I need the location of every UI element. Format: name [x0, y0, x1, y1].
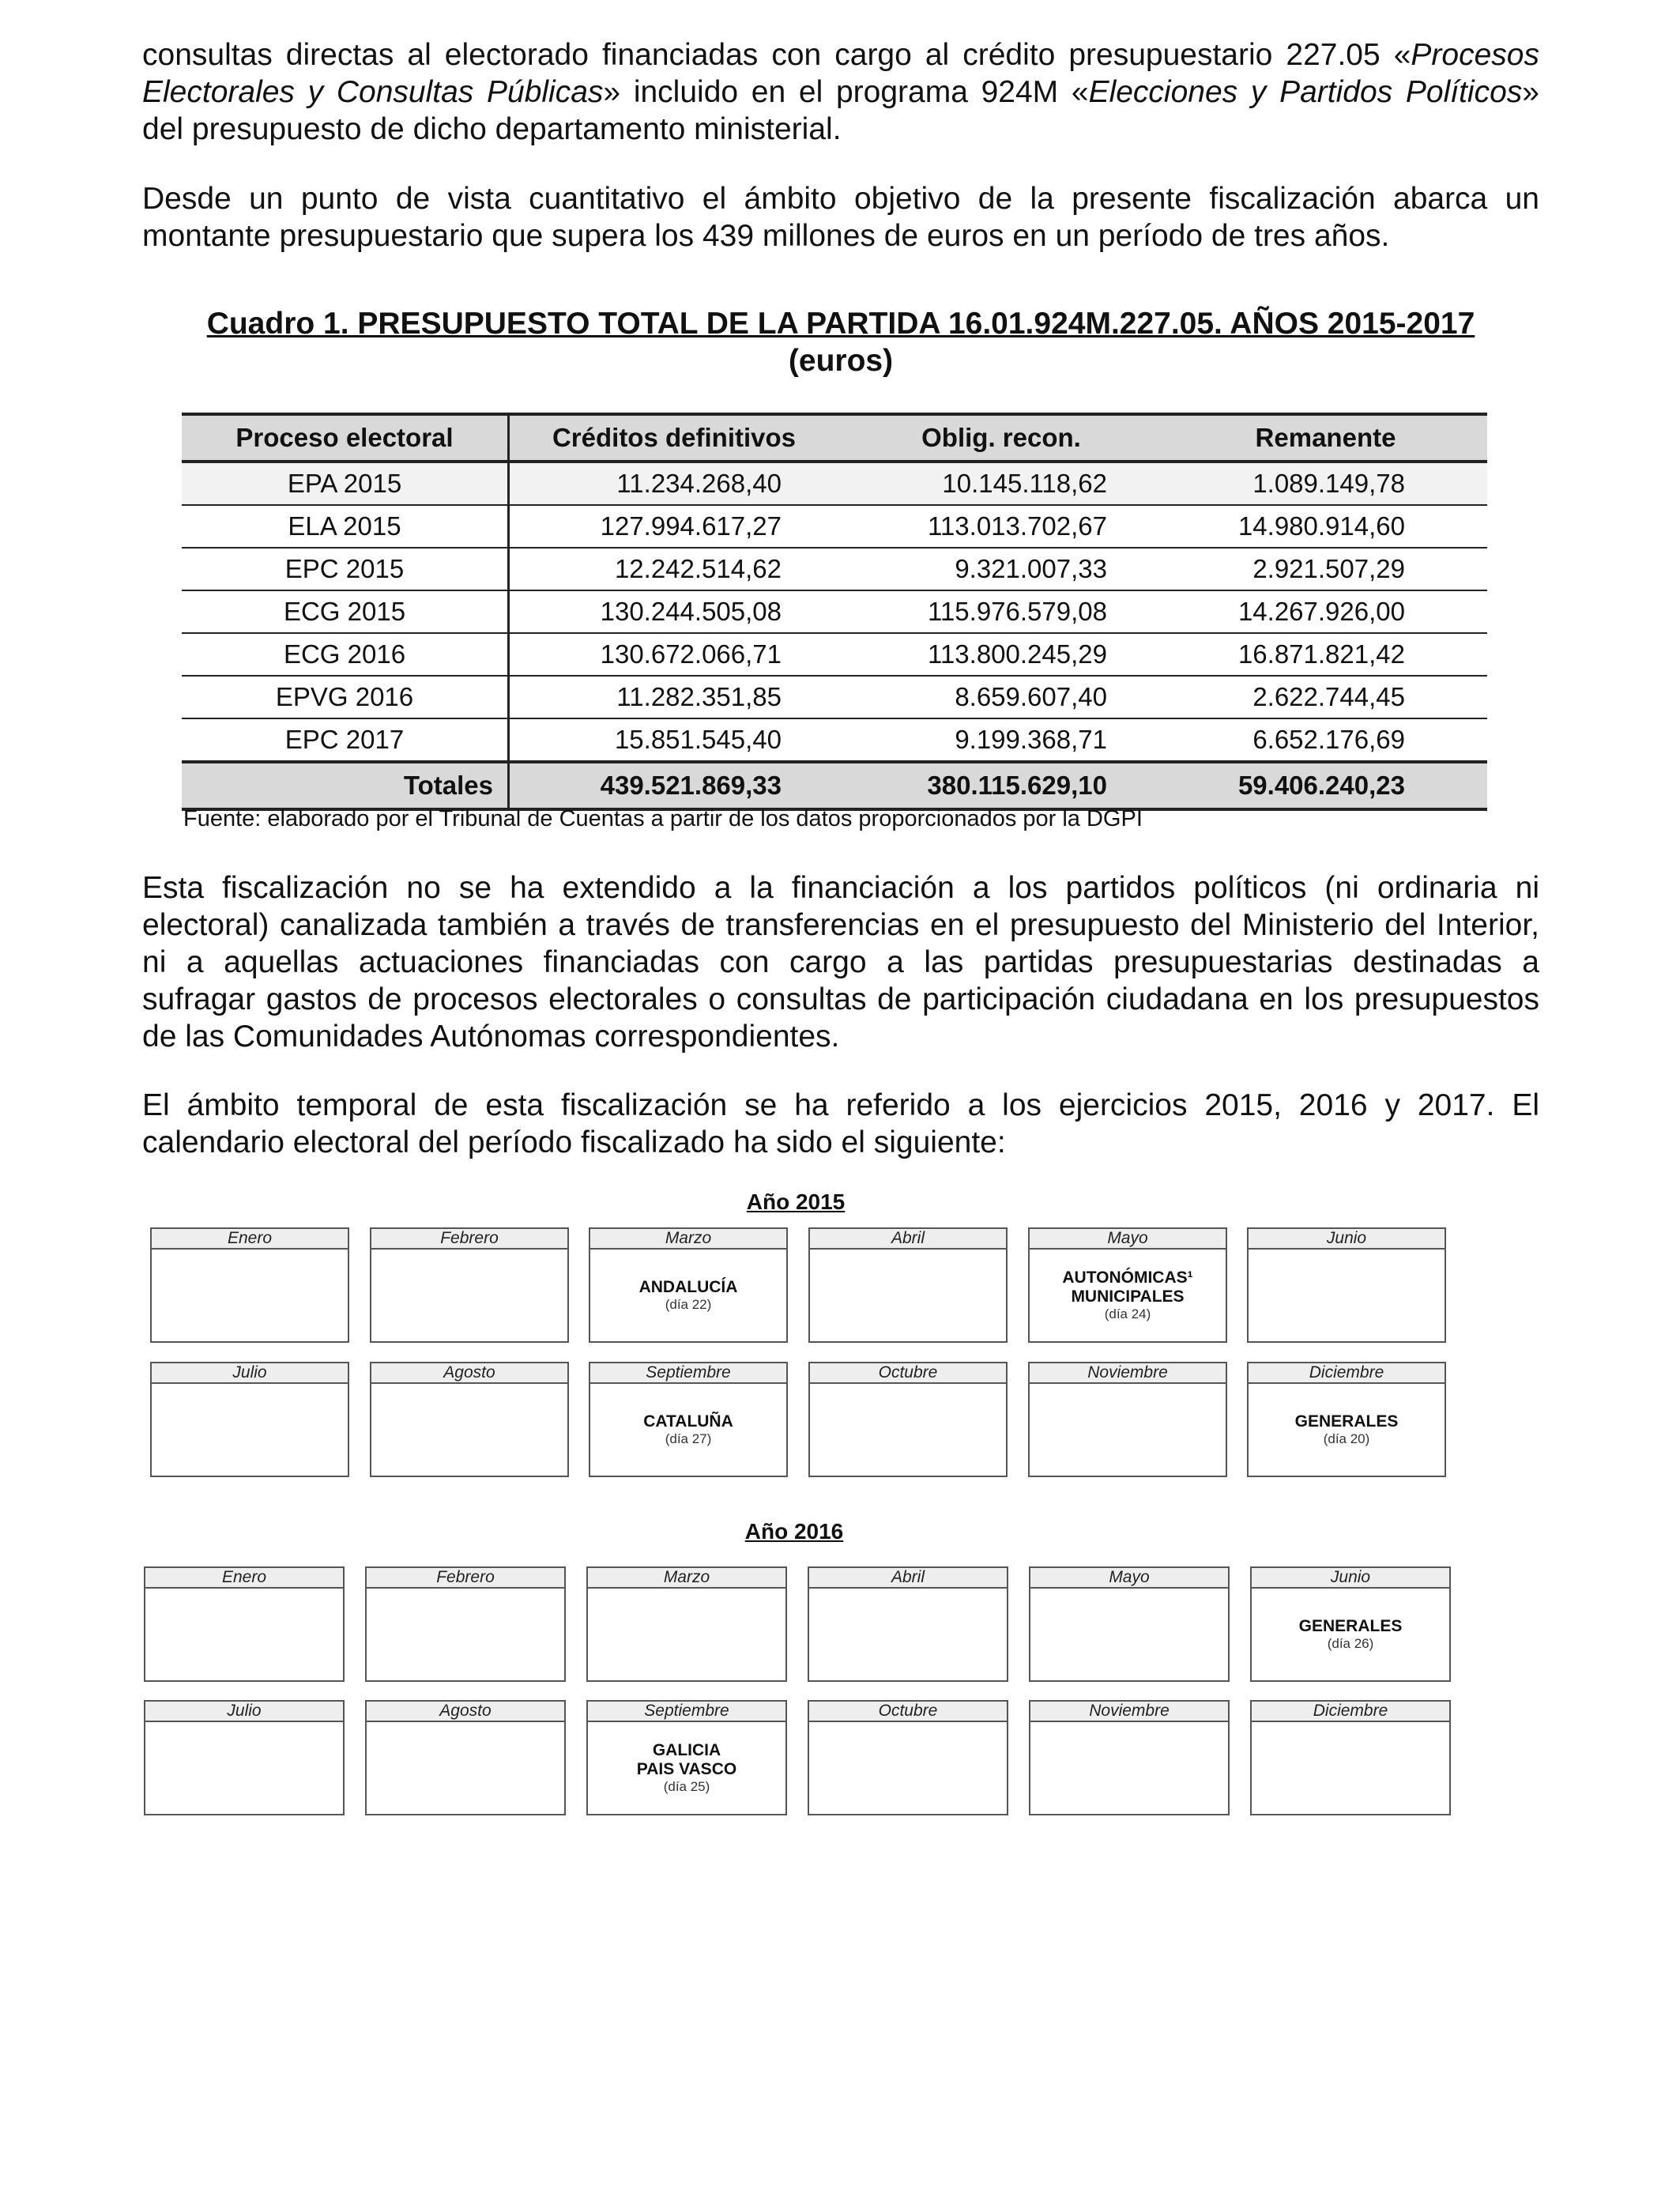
election-day: (día 25)	[663, 1779, 710, 1794]
month-junio	[1250, 1566, 1451, 1682]
month-marzo	[589, 1227, 788, 1343]
month-enero	[144, 1566, 345, 1682]
process-cell: ECG 2015	[182, 590, 509, 633]
month-junio	[1247, 1227, 1446, 1343]
month-name: Junio	[1252, 1568, 1449, 1589]
month-name: Octubre	[810, 1363, 1006, 1384]
exclusion-paragraph	[142, 869, 1539, 1055]
month-body	[1252, 1589, 1449, 1680]
month-name: Febrero	[371, 1229, 567, 1250]
amount-cell: 115.976.579,08	[838, 590, 1164, 633]
month-name: Febrero	[367, 1568, 564, 1589]
month-septiembre	[589, 1362, 788, 1477]
month-name: Septiembre	[588, 1702, 785, 1722]
amount-cell: 380.115.629,10	[838, 762, 1164, 809]
amount-cell: 1.089.149,78	[1164, 462, 1487, 505]
month-name: Mayo	[1030, 1568, 1228, 1589]
month-name: Diciembre	[1252, 1702, 1449, 1722]
month-name: Junio	[1249, 1229, 1445, 1250]
month-diciembre	[1247, 1362, 1446, 1477]
election-name: AUTONÓMICAS¹	[1062, 1269, 1193, 1287]
month-diciembre	[1250, 1700, 1451, 1815]
table-row	[182, 505, 1487, 548]
amount-cell: 439.521.869,33	[509, 762, 839, 809]
election-name: GENERALES	[1294, 1412, 1399, 1431]
month-name: Mayo	[1030, 1229, 1226, 1250]
month-body	[367, 1589, 564, 1680]
month-mayo	[1028, 1227, 1227, 1343]
amount-cell: 130.244.505,08	[509, 590, 839, 633]
col-header-process: Proceso electoral	[182, 414, 509, 462]
month-mayo	[1029, 1566, 1230, 1682]
month-agosto	[370, 1362, 569, 1477]
calendar-2015-title: Año 2015	[746, 1189, 846, 1214]
month-name: Enero	[145, 1568, 343, 1589]
month-body	[810, 1384, 1006, 1476]
election-day: (día 22)	[665, 1297, 712, 1312]
amount-cell: 11.234.268,40	[509, 462, 839, 505]
election-name: ANDALUCÍA	[638, 1278, 738, 1296]
month-septiembre	[586, 1700, 787, 1815]
amount-cell: 9.199.368,71	[838, 718, 1164, 762]
table-row	[182, 718, 1487, 762]
month-name: Noviembre	[1030, 1363, 1226, 1384]
amount-cell: 113.013.702,67	[838, 505, 1164, 548]
table-source: Fuente: elaborado por el Tribunal de Cuentas a partir de los datos proporcionados por la DGPI	[183, 806, 1143, 831]
amount-cell: 8.659.607,40	[838, 676, 1164, 718]
table-row	[182, 633, 1487, 676]
amount-cell: 130.672.066,71	[509, 633, 839, 676]
month-body	[145, 1589, 343, 1680]
amount-cell: 2.921.507,29	[1164, 548, 1487, 590]
exclusion-line: sufragar gastos de procesos electorales o consultas de participación ciudadana en los presupuestos	[142, 982, 1539, 1016]
month-body	[152, 1384, 348, 1476]
month-noviembre	[1029, 1700, 1230, 1815]
amount-cell: 12.242.514,62	[509, 548, 839, 590]
exclusion-line: Esta fiscalización no se ha extendido a la financiación a los partidos políticos (ni ordinaria ni	[142, 871, 1539, 905]
intro-paragraph	[142, 36, 1539, 148]
month-name: Agosto	[371, 1363, 567, 1384]
month-name: Marzo	[588, 1568, 785, 1589]
amount-cell: 6.652.176,69	[1164, 718, 1487, 762]
month-marzo	[586, 1566, 787, 1682]
election-day: (día 24)	[1104, 1306, 1151, 1321]
exclusion-line: ni a aquellas actuaciones financiadas con cargo a las partidas presupuestarias destinadas a	[142, 945, 1539, 979]
election-name: CATALUÑA	[643, 1412, 733, 1431]
intro-line: del presupuesto de dicho departamento ministerial.	[142, 112, 842, 146]
month-enero	[150, 1227, 349, 1343]
month-body	[371, 1384, 567, 1476]
month-body	[367, 1722, 564, 1814]
month-julio	[144, 1700, 345, 1815]
month-body	[1249, 1250, 1445, 1341]
month-noviembre	[1028, 1362, 1227, 1477]
month-julio	[150, 1362, 349, 1477]
month-body	[588, 1589, 785, 1680]
election-name: GALICIA	[652, 1741, 721, 1759]
process-cell: EPC 2015	[182, 548, 509, 590]
month-agosto	[365, 1700, 566, 1815]
scope-line: Desde un punto de vista cuantitativo el ámbito objetivo de la presente fiscalización abarca un	[142, 182, 1539, 216]
month-body	[1030, 1722, 1228, 1814]
totals-row	[182, 762, 1487, 809]
intro-line: Electorales y Consultas Públicas» incluido en el programa 924M «Elecciones y Partidos Políticos»	[142, 75, 1539, 109]
month-body	[152, 1250, 348, 1341]
month-body	[590, 1384, 786, 1476]
month-body	[1030, 1384, 1226, 1476]
amount-cell: 16.871.821,42	[1164, 633, 1487, 676]
month-name: Abril	[809, 1568, 1007, 1589]
amount-cell: 113.800.245,29	[838, 633, 1164, 676]
budget-table	[182, 413, 1487, 811]
month-name: Marzo	[590, 1229, 786, 1250]
scope-paragraph	[142, 180, 1539, 254]
amount-cell: 14.980.914,60	[1164, 505, 1487, 548]
election-name: GENERALES	[1298, 1617, 1403, 1635]
month-body	[1252, 1722, 1449, 1814]
month-body	[1030, 1250, 1226, 1341]
month-body	[809, 1589, 1007, 1680]
month-name: Noviembre	[1030, 1702, 1228, 1722]
month-octubre	[808, 1700, 1008, 1815]
month-name: Septiembre	[590, 1363, 786, 1384]
month-name: Abril	[810, 1229, 1006, 1250]
month-febrero	[365, 1566, 566, 1682]
temporal-paragraph	[142, 1087, 1539, 1161]
temporal-line: calendario electoral del período fiscalizado ha sido el siguiente:	[142, 1125, 1006, 1159]
election-day: (día 27)	[665, 1431, 712, 1446]
table-row	[182, 590, 1487, 633]
table-row	[182, 548, 1487, 590]
amount-cell: 11.282.351,85	[509, 676, 839, 718]
month-name: Octubre	[809, 1702, 1007, 1722]
exclusion-line: de las Comunidades Autónomas correspondientes.	[142, 1020, 840, 1054]
month-body	[1249, 1384, 1445, 1476]
scope-line: montante presupuestario que supera los 439 millones de euros en un período de tres años.	[142, 219, 1390, 253]
month-body	[145, 1722, 343, 1814]
election-day: (día 20)	[1323, 1431, 1370, 1446]
month-name: Julio	[145, 1702, 343, 1722]
table-row	[182, 676, 1487, 718]
amount-cell: 15.851.545,40	[509, 718, 839, 762]
exclusion-line: electoral) canalizada también a través de transferencias en el presupuesto del Ministerio del Interior,	[142, 908, 1539, 942]
election-name: MUNICIPALES	[1071, 1287, 1185, 1306]
intro-line: consultas directas al electorado financiadas con cargo al crédito presupuestario 227.05 «Procesos	[142, 38, 1539, 72]
month-name: Agosto	[367, 1702, 564, 1722]
process-cell: ECG 2016	[182, 633, 509, 676]
table-title	[142, 305, 1539, 379]
month-octubre	[808, 1362, 1008, 1477]
month-name: Diciembre	[1249, 1363, 1445, 1384]
process-cell: Totales	[182, 762, 509, 809]
process-cell: ELA 2015	[182, 505, 509, 548]
process-cell: EPVG 2016	[182, 676, 509, 718]
process-cell: EPC 2017	[182, 718, 509, 762]
amount-cell: 9.321.007,33	[838, 548, 1164, 590]
calendar-2016-title: Año 2016	[744, 1519, 844, 1544]
month-abril	[808, 1566, 1008, 1682]
month-febrero	[370, 1227, 569, 1343]
month-body	[810, 1250, 1006, 1341]
table-title-units: (euros)	[788, 344, 894, 378]
amount-cell: 2.622.744,45	[1164, 676, 1487, 718]
election-name: PAIS VASCO	[636, 1760, 737, 1778]
month-body	[809, 1722, 1007, 1814]
month-name: Enero	[152, 1229, 348, 1250]
month-abril	[808, 1227, 1008, 1343]
table-row	[182, 462, 1487, 505]
amount-cell: 10.145.118,62	[838, 462, 1164, 505]
month-body	[371, 1250, 567, 1341]
month-body	[1030, 1589, 1228, 1680]
col-header-credits: Créditos definitivos	[509, 414, 839, 462]
col-header-obligations: Oblig. recon.	[838, 414, 1164, 462]
election-day: (día 26)	[1327, 1636, 1374, 1651]
month-body	[588, 1722, 785, 1814]
table-title-main: Cuadro 1. PRESUPUESTO TOTAL DE LA PARTIDA 16.01.924M.227.05. AÑOS 2015-2017	[206, 307, 1475, 341]
table-header-row	[182, 414, 1487, 462]
process-cell: EPA 2015	[182, 462, 509, 505]
month-body	[590, 1250, 786, 1341]
month-name: Julio	[152, 1363, 348, 1384]
col-header-remainder: Remanente	[1164, 414, 1487, 462]
amount-cell: 127.994.617,27	[509, 505, 839, 548]
amount-cell: 59.406.240,23	[1164, 762, 1487, 809]
amount-cell: 14.267.926,00	[1164, 590, 1487, 633]
temporal-line: El ámbito temporal de esta fiscalización se ha referido a los ejercicios 2015, 2016 y 2017. El	[142, 1088, 1539, 1122]
